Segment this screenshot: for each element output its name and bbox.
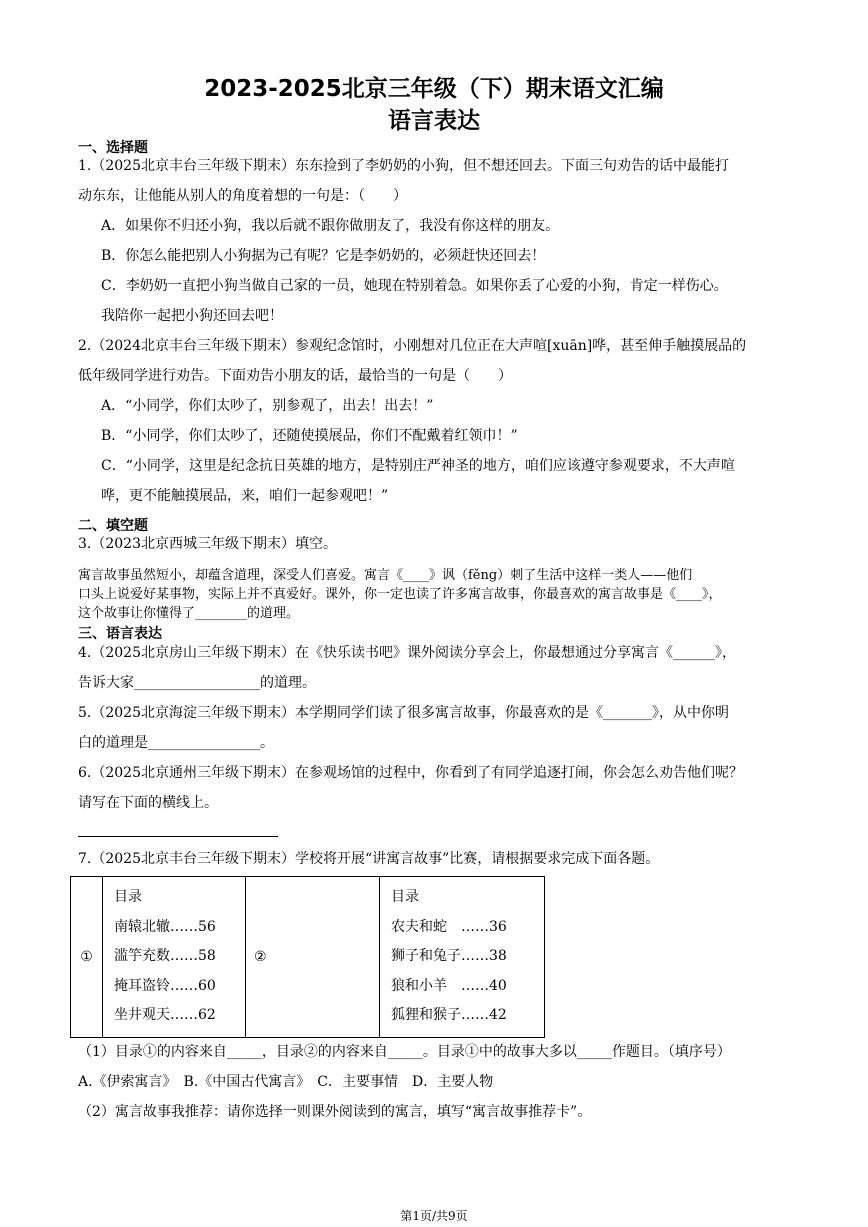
toc1-cell <box>103 877 246 1038</box>
toc1-entry: 南辕北辙……56 <box>114 918 216 935</box>
toc2-entry: 狼和小羊 ……40 <box>391 977 507 994</box>
q2-option-c-line1: C．“小同学，这里是纪念抗日英雄的地方，是特别庄严神圣的地方，咱们应该遵守参观要求，不大声喧 <box>101 458 735 474</box>
toc2-entry: 农夫和蛇 ……36 <box>391 918 507 935</box>
q6-stem-line1: 6.（2025北京通州三年级下期末）在参观场馆的过程中，你看到了有同学追逐打闹，你会怎么劝告他们呢？ <box>78 765 743 781</box>
q6-answer-line[interactable] <box>78 836 278 837</box>
q2-stem-line2: 低年级同学进行劝告。下面劝告小朋友的话，最恰当的一句是（ ） <box>78 368 512 384</box>
q2-stem-line1: 2.（2024北京丰台三年级下期末）参观纪念馆时，小刚想对几位正在大声喧[xuān]哗，甚至伸手触摸展品的 <box>78 338 747 354</box>
q1-option-c-line1: C．李奶奶一直把小狗当做自己家的一员，她现在特别着急。如果你丢了心爱的小狗，肯定一样伤心。 <box>101 278 728 294</box>
q4-stem-line2: 告诉大家__________________的道理。 <box>78 675 316 691</box>
q1-option-a: A．如果你不归还小狗，我以后就不跟你做朋友了，我没有你这样的朋友。 <box>101 218 560 234</box>
section-heading-fill: 二、填空题 <box>78 518 148 534</box>
q2-option-c-line2: 哗，更不能触摸展品，来，咱们一起参观吧！” <box>101 488 389 504</box>
toc2-cell <box>380 877 545 1038</box>
q1-stem-line2: 动东东，让他能从别人的角度着想的一句是：（ ） <box>78 188 407 204</box>
section-heading-expression: 三、语言表达 <box>78 626 162 642</box>
q5-stem-line1: 5.（2025北京海淀三年级下期末）本学期同学们读了很多寓言故事，你最喜欢的是《_______》，从中你明 <box>78 705 729 721</box>
q7-sub2: （2）寓言故事我推荐：请你选择一则课外阅读到的寓言，填写“寓言故事推荐卡”。 <box>78 1104 592 1120</box>
q3-paragraph-line1: 寓言故事虽然短小，却蕴含道理，深受人们喜爱。寓言《____》讽（fěng）刺了生活中这样一类人——他们 <box>78 568 693 583</box>
table-of-contents-comparison <box>70 876 545 1038</box>
toc1-entry: 滥竽充数……58 <box>114 948 216 965</box>
toc2-number-cell <box>246 877 380 1038</box>
q2-option-b: B．“小同学，你们太吵了，还随使摸展品，你们不配戴着红领巾！” <box>101 428 518 444</box>
q2-option-a: A．“小同学，你们太吵了，别参观了，出去！出去！” <box>101 398 434 414</box>
toc1-entry: 坐井观天……62 <box>114 1007 216 1024</box>
q1-option-b: B．你怎么能把别人小狗据为己有呢？它是李奶奶的，必须赶快还回去！ <box>101 248 546 264</box>
toc1-entry: 掩耳盗铃……60 <box>114 977 216 994</box>
q7-sub1-options: A.《伊索寓言》 B.《中国古代寓言》 C．主要事情 D．主要人物 <box>78 1074 494 1090</box>
toc2-number: ② <box>254 949 267 965</box>
q4-stem-line1: 4.（2025北京房山三年级下期末）在《快乐读书吧》课外阅读分享会上，你最想通过分享寓言《______》， <box>78 645 736 661</box>
q1-stem-line1: 1.（2025北京丰台三年级下期末）东东捡到了李奶奶的小狗，但不想还回去。下面三句劝告的话中最能打 <box>78 158 729 174</box>
toc1-heading: 目录 <box>114 889 142 906</box>
q7-sub1: （1）目录①的内容来自_____，目录②的内容来自_____。目录①中的故事大多以_____作题目。（填序号） <box>78 1044 731 1060</box>
q7-stem: 7.（2025北京丰台三年级下期末）学校将开展“讲寓言故事”比赛，请根据要求完成下面各题。 <box>78 851 660 867</box>
q3-stem: 3.（2023北京西城三年级下期末）填空。 <box>78 536 337 552</box>
q3-paragraph-line2: 口头上说爱好某事物，实际上并不真爱好。课外，你一定也读了许多寓言故事，你最喜欢的寓言故事是《____》， <box>78 587 722 602</box>
section-heading-choice: 一、选择题 <box>78 140 148 156</box>
page-subtitle: 语言表达 <box>388 108 480 134</box>
q6-stem-line2: 请写在下面的横线上。 <box>78 795 218 811</box>
q5-stem-line2: 白的道理是________________。 <box>78 735 274 751</box>
q1-option-c-line2: 我陪你一起把小狗还回去吧！ <box>101 308 283 324</box>
q3-paragraph-line3: 这个故事让你懂得了________的道理。 <box>78 606 300 621</box>
page-title: 2023-2025北京三年级（下）期末语文汇编 <box>204 76 664 102</box>
toc1-number: ① <box>71 877 103 1038</box>
toc2-heading: 目录 <box>391 889 419 906</box>
toc2-entry: 狮子和兔子……38 <box>391 948 507 965</box>
toc2-entry: 狐狸和猴子……42 <box>391 1007 507 1024</box>
page-number: 第1页/共9页 <box>400 1209 468 1223</box>
